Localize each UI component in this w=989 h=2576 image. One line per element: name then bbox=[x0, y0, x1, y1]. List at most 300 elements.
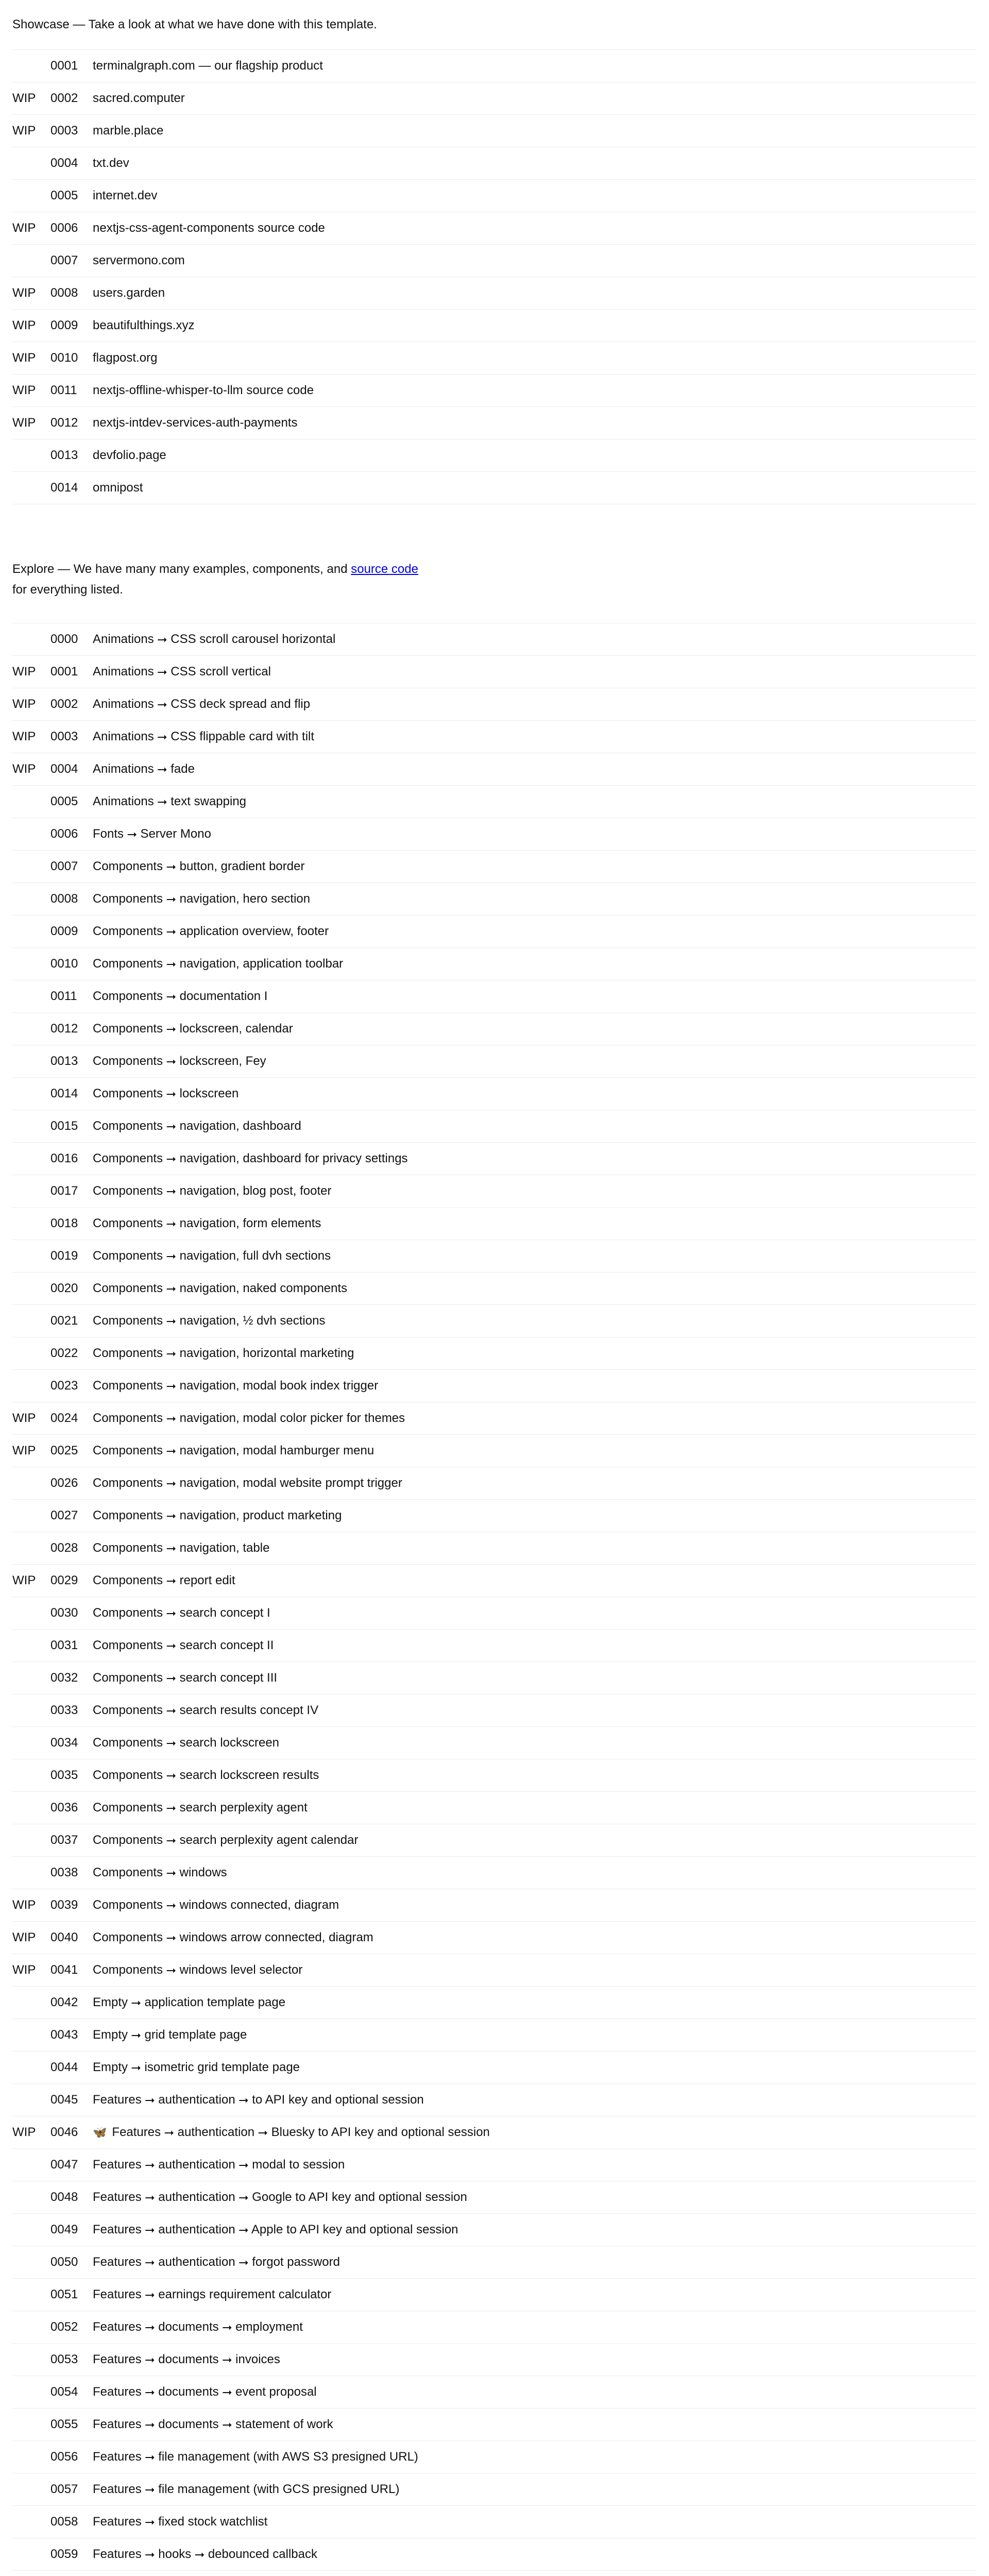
list-item[interactable] bbox=[12, 2538, 977, 2571]
item-title bbox=[93, 416, 977, 430]
item-index: 0055 bbox=[50, 2417, 78, 2431]
list-item[interactable] bbox=[12, 439, 977, 472]
item-title-text: Components ⭢ lockscreen, calendar bbox=[93, 1022, 293, 1036]
status-badge: WIP bbox=[12, 1963, 36, 1977]
list-item[interactable] bbox=[12, 786, 977, 818]
list-item[interactable] bbox=[12, 1987, 977, 2019]
item-title bbox=[93, 189, 977, 203]
item-index: 0003 bbox=[50, 730, 78, 743]
list-item[interactable] bbox=[12, 1694, 977, 1727]
item-title-text: Components ⭢ navigation, full dvh sections bbox=[93, 1249, 331, 1263]
item-index: 0048 bbox=[50, 2190, 78, 2204]
item-index: 0043 bbox=[50, 2028, 78, 2042]
item-title bbox=[93, 1736, 977, 1750]
item-index: 0039 bbox=[50, 1898, 78, 1912]
item-index: 0013 bbox=[50, 448, 78, 462]
item-title-text: terminalgraph.com — our flagship product bbox=[93, 59, 323, 73]
item-index: 0003 bbox=[50, 124, 78, 138]
item-index: 0059 bbox=[50, 2547, 78, 2561]
item-title-text: Components ⭢ search concept III bbox=[93, 1671, 278, 1685]
status-badge: WIP bbox=[12, 91, 36, 105]
list-item[interactable] bbox=[12, 1240, 977, 1273]
item-title-text: internet.dev bbox=[93, 189, 158, 202]
item-title-text: nextjs-offline-whisper-to-llm source code bbox=[93, 383, 314, 397]
source-code-link[interactable]: source code bbox=[351, 562, 418, 576]
list-item[interactable] bbox=[12, 1273, 977, 1305]
status-badge: WIP bbox=[12, 124, 36, 138]
item-index: 0030 bbox=[50, 1606, 78, 1620]
item-title-text: Features ⭢ authentication ⭢ Apple to API key and optional session bbox=[93, 2223, 458, 2236]
item-title bbox=[93, 1054, 977, 1069]
item-index: 0014 bbox=[50, 1087, 78, 1100]
list-item[interactable] bbox=[12, 180, 977, 212]
item-title-text: Features ⭢ documents ⭢ employment bbox=[93, 2320, 303, 2334]
item-title-text: flagpost.org bbox=[93, 351, 158, 365]
item-index: 0032 bbox=[50, 1671, 78, 1685]
item-index: 0044 bbox=[50, 2060, 78, 2074]
item-title-text: Animations ⭢ text swapping bbox=[93, 794, 247, 808]
list-item[interactable] bbox=[12, 2376, 977, 2409]
status-badge: WIP bbox=[12, 1573, 36, 1587]
item-title bbox=[93, 1022, 977, 1036]
list-item[interactable] bbox=[12, 2506, 977, 2538]
list-item[interactable] bbox=[12, 1597, 977, 1630]
item-title-text: Components ⭢ navigation, application toolbar bbox=[93, 957, 344, 971]
item-title bbox=[93, 59, 977, 73]
item-index: 0027 bbox=[50, 1509, 78, 1522]
item-index: 0001 bbox=[50, 665, 78, 679]
item-title-text: Components ⭢ navigation, product marketing bbox=[93, 1509, 342, 1522]
item-index: 0012 bbox=[50, 416, 78, 430]
list-item[interactable] bbox=[12, 623, 977, 656]
list-item[interactable] bbox=[12, 1013, 977, 1045]
item-index: 0010 bbox=[50, 351, 78, 365]
item-index: 0007 bbox=[50, 253, 78, 267]
item-title bbox=[93, 1703, 977, 1718]
item-index: 0019 bbox=[50, 1249, 78, 1263]
item-title bbox=[93, 1671, 977, 1685]
item-index: 0005 bbox=[50, 189, 78, 202]
item-title-text: Components ⭢ navigation, ½ dvh sections bbox=[93, 1314, 326, 1328]
item-title-text: Components ⭢ report edit bbox=[93, 1573, 235, 1587]
item-title bbox=[93, 1411, 977, 1426]
item-title-text: Components ⭢ navigation, table bbox=[93, 1541, 270, 1555]
item-title-text: Empty ⭢ grid template page bbox=[93, 2028, 247, 2042]
item-title-text: Components ⭢ search concept II bbox=[93, 1638, 274, 1652]
item-title-text: Features ⭢ documents ⭢ event proposal bbox=[93, 2385, 317, 2399]
item-index: 0020 bbox=[50, 1281, 78, 1295]
item-title bbox=[93, 2158, 977, 2172]
item-title bbox=[93, 383, 977, 398]
list-item[interactable] bbox=[12, 310, 977, 342]
item-title-text: Components ⭢ search lockscreen bbox=[93, 1736, 280, 1750]
list-item[interactable] bbox=[12, 721, 977, 753]
item-title bbox=[93, 1509, 977, 1523]
item-title-text: Components ⭢ navigation, modal color picker for themes bbox=[93, 1411, 405, 1425]
item-title bbox=[93, 2450, 977, 2464]
list-item[interactable] bbox=[12, 1208, 977, 1240]
item-title-text: users.garden bbox=[93, 286, 165, 300]
status-badge: WIP bbox=[12, 221, 36, 235]
item-index: 0031 bbox=[50, 1638, 78, 1652]
status-badge: WIP bbox=[12, 730, 36, 743]
list-item[interactable] bbox=[12, 2571, 977, 2576]
item-title bbox=[93, 2093, 977, 2107]
list-item[interactable] bbox=[12, 1078, 977, 1110]
item-index: 0023 bbox=[50, 1379, 78, 1393]
item-title-text: Components ⭢ navigation, modal hamburger menu bbox=[93, 1444, 374, 1458]
item-title bbox=[93, 2320, 977, 2334]
list-item[interactable] bbox=[12, 1630, 977, 1662]
item-title-text: nextjs-intdev-services-auth-payments bbox=[93, 416, 298, 430]
item-title bbox=[93, 1216, 977, 1231]
list-item[interactable] bbox=[12, 688, 977, 721]
item-title bbox=[93, 318, 977, 333]
item-index: 0006 bbox=[50, 827, 78, 841]
item-title bbox=[93, 1573, 977, 1588]
list-item[interactable] bbox=[12, 1727, 977, 1759]
item-index: 0014 bbox=[50, 481, 78, 495]
list-item[interactable] bbox=[12, 980, 977, 1013]
item-title bbox=[93, 1898, 977, 1912]
item-title bbox=[93, 2547, 977, 2562]
item-index: 0022 bbox=[50, 1346, 78, 1360]
item-title-text: Animations ⭢ CSS scroll carousel horizontal bbox=[93, 632, 336, 646]
item-title bbox=[93, 1281, 977, 1296]
item-title-text: Components ⭢ lockscreen bbox=[93, 1087, 239, 1100]
item-title-text: Components ⭢ navigation, dashboard for privacy settings bbox=[93, 1151, 408, 1165]
item-index: 0004 bbox=[50, 762, 78, 776]
status-badge: WIP bbox=[12, 1411, 36, 1425]
item-title bbox=[93, 1866, 977, 1880]
status-badge: WIP bbox=[12, 318, 36, 332]
item-title bbox=[93, 1476, 977, 1490]
item-index: 0010 bbox=[50, 957, 78, 971]
item-index: 0041 bbox=[50, 1963, 78, 1977]
item-title bbox=[93, 124, 977, 138]
item-index: 0011 bbox=[50, 383, 77, 397]
item-index: 0002 bbox=[50, 91, 78, 105]
list-item[interactable] bbox=[12, 50, 977, 82]
item-index: 0028 bbox=[50, 1541, 78, 1555]
list-item[interactable] bbox=[12, 1954, 977, 1987]
list-item[interactable] bbox=[12, 818, 977, 851]
list-item[interactable] bbox=[12, 2214, 977, 2246]
list-item[interactable] bbox=[12, 1857, 977, 1889]
list-item[interactable] bbox=[12, 245, 977, 277]
list-item[interactable] bbox=[12, 1045, 977, 1078]
item-title-text: Features ⭢ authentication ⭢ Bluesky to API key and optional session bbox=[112, 2125, 490, 2139]
list-item[interactable] bbox=[12, 2246, 977, 2279]
item-title-text: Animations ⭢ CSS flippable card with tilt bbox=[93, 730, 315, 743]
list-item[interactable] bbox=[12, 1110, 977, 1143]
status-badge: WIP bbox=[12, 383, 36, 397]
item-title bbox=[93, 2385, 977, 2399]
list-item[interactable] bbox=[12, 2311, 977, 2344]
item-title bbox=[93, 351, 977, 365]
item-title bbox=[93, 448, 977, 463]
item-title-text: Components ⭢ navigation, blog post, footer bbox=[93, 1184, 332, 1198]
list-item[interactable] bbox=[12, 2473, 977, 2506]
item-index: 0002 bbox=[50, 697, 78, 711]
item-index: 0009 bbox=[50, 924, 78, 938]
list-item[interactable] bbox=[12, 1792, 977, 1824]
status-badge: WIP bbox=[12, 665, 36, 679]
item-title-text: sacred.computer bbox=[93, 91, 185, 105]
item-title bbox=[93, 1768, 977, 1783]
item-title bbox=[93, 957, 977, 971]
item-title bbox=[93, 859, 977, 874]
item-title bbox=[93, 2287, 977, 2302]
list-item[interactable] bbox=[12, 1565, 977, 1597]
list-item[interactable] bbox=[12, 375, 977, 407]
list-item[interactable] bbox=[12, 1532, 977, 1565]
item-title-text: Components ⭢ navigation, hero section bbox=[93, 892, 311, 906]
item-title-text: Animations ⭢ CSS deck spread and flip bbox=[93, 697, 311, 711]
item-index: 0040 bbox=[50, 1930, 78, 1944]
item-index: 0053 bbox=[50, 2352, 78, 2366]
explore-list bbox=[12, 623, 977, 2576]
list-item[interactable] bbox=[12, 1759, 977, 1792]
item-title bbox=[93, 2352, 977, 2367]
item-title bbox=[93, 221, 977, 235]
item-index: 0009 bbox=[50, 318, 78, 332]
item-title bbox=[93, 2028, 977, 2042]
item-index: 0001 bbox=[50, 59, 78, 73]
list-item[interactable] bbox=[12, 883, 977, 916]
item-title bbox=[93, 1119, 977, 1133]
item-title-text: Components ⭢ windows bbox=[93, 1866, 227, 1879]
list-item[interactable] bbox=[12, 1143, 977, 1175]
list-item[interactable] bbox=[12, 472, 977, 504]
item-title-text: Components ⭢ search results concept IV bbox=[93, 1703, 319, 1717]
list-item[interactable] bbox=[12, 948, 977, 980]
item-title bbox=[93, 1963, 977, 1977]
item-title bbox=[93, 762, 977, 776]
item-title bbox=[93, 1541, 977, 1555]
item-title-text: Features ⭢ documents ⭢ statement of work bbox=[93, 2417, 333, 2431]
item-title bbox=[93, 697, 977, 711]
item-title bbox=[93, 827, 977, 841]
item-index: 0056 bbox=[50, 2450, 78, 2464]
list-item[interactable] bbox=[12, 1337, 977, 1370]
list-item[interactable] bbox=[12, 342, 977, 375]
item-index: 0036 bbox=[50, 1801, 78, 1815]
list-item[interactable] bbox=[12, 1305, 977, 1337]
item-index: 0045 bbox=[50, 2093, 78, 2107]
item-title bbox=[93, 665, 977, 679]
list-item[interactable] bbox=[12, 1370, 977, 1402]
list-item[interactable] bbox=[12, 753, 977, 786]
item-index: 0000 bbox=[50, 632, 78, 646]
item-title bbox=[93, 91, 977, 106]
item-title-text: txt.dev bbox=[93, 156, 129, 170]
item-title bbox=[93, 1930, 977, 1945]
item-title bbox=[93, 924, 977, 939]
page bbox=[0, 14, 989, 2576]
item-title-text: Components ⭢ search perplexity agent calendar bbox=[93, 1833, 359, 1847]
list-item[interactable] bbox=[12, 2052, 977, 2084]
explore-intro-text: Explore — We have many many examples, components, and bbox=[12, 562, 351, 576]
item-title bbox=[93, 2515, 977, 2529]
item-index: 0005 bbox=[50, 794, 78, 808]
item-title-text: Features ⭢ authentication ⭢ forgot password bbox=[93, 2255, 340, 2269]
list-item[interactable] bbox=[12, 1435, 977, 1467]
item-title bbox=[93, 481, 977, 495]
list-item[interactable] bbox=[12, 2149, 977, 2181]
item-index: 0046 bbox=[50, 2125, 78, 2139]
list-item[interactable] bbox=[12, 2441, 977, 2473]
list-item[interactable] bbox=[12, 277, 977, 310]
item-title-text: Features ⭢ file management (with GCS presigned URL) bbox=[93, 2482, 400, 2496]
item-index: 0037 bbox=[50, 1833, 78, 1847]
item-title-text: Components ⭢ search lockscreen results bbox=[93, 1768, 319, 1782]
item-title bbox=[93, 1087, 977, 1101]
item-title-text: Components ⭢ windows connected, diagram bbox=[93, 1898, 339, 1912]
item-index: 0008 bbox=[50, 286, 78, 300]
item-title bbox=[93, 1801, 977, 1815]
list-item[interactable] bbox=[12, 1175, 977, 1208]
item-index: 0013 bbox=[50, 1054, 78, 1068]
item-index: 0012 bbox=[50, 1022, 78, 1036]
item-index: 0008 bbox=[50, 892, 78, 906]
list-item[interactable] bbox=[12, 2181, 977, 2214]
item-title-text: Components ⭢ navigation, modal website prompt trigger bbox=[93, 1476, 402, 1490]
item-index: 0015 bbox=[50, 1119, 78, 1133]
list-item[interactable] bbox=[12, 82, 977, 115]
showcase-intro-text: Showcase — Take a look at what we have done with this template. bbox=[12, 18, 377, 31]
list-item[interactable] bbox=[12, 2084, 977, 2116]
item-title-text: beautifulthings.xyz bbox=[93, 318, 195, 332]
list-item[interactable] bbox=[12, 2279, 977, 2311]
item-title-text: marble.place bbox=[93, 124, 164, 138]
item-title bbox=[93, 1346, 977, 1361]
item-title bbox=[93, 2417, 977, 2432]
item-index: 0033 bbox=[50, 1703, 78, 1717]
item-index: 0050 bbox=[50, 2255, 78, 2269]
status-badge: WIP bbox=[12, 697, 36, 711]
showcase-list bbox=[12, 49, 977, 504]
list-item[interactable] bbox=[12, 1500, 977, 1532]
item-index: 0049 bbox=[50, 2223, 78, 2236]
item-title-text: Animations ⭢ fade bbox=[93, 762, 195, 776]
list-item[interactable] bbox=[12, 2019, 977, 2052]
item-title bbox=[93, 2223, 977, 2237]
status-badge: WIP bbox=[12, 762, 36, 776]
list-item[interactable] bbox=[12, 212, 977, 245]
list-item[interactable] bbox=[12, 407, 977, 439]
list-item[interactable] bbox=[12, 1467, 977, 1500]
item-title-text: Components ⭢ navigation, form elements bbox=[93, 1216, 321, 1230]
explore-intro-text-end: for everything listed. bbox=[12, 583, 123, 597]
list-item[interactable] bbox=[12, 1889, 977, 1922]
item-index: 0021 bbox=[50, 1314, 78, 1328]
item-title bbox=[93, 156, 977, 171]
butterfly-icon: 🦋 bbox=[93, 2126, 107, 2139]
item-title-text: Components ⭢ documentation I bbox=[93, 989, 268, 1003]
item-title bbox=[93, 1444, 977, 1458]
item-title bbox=[93, 2190, 977, 2205]
item-index: 0054 bbox=[50, 2385, 78, 2399]
item-title-text: Components ⭢ navigation, horizontal marketing bbox=[93, 1346, 354, 1360]
item-index: 0057 bbox=[50, 2482, 78, 2496]
list-item[interactable] bbox=[12, 1824, 977, 1857]
item-index: 0018 bbox=[50, 1216, 78, 1230]
item-title-text: Features ⭢ authentication ⭢ modal to session bbox=[93, 2158, 345, 2172]
item-index: 0042 bbox=[50, 1995, 78, 2009]
item-title bbox=[93, 1833, 977, 1848]
list-item[interactable] bbox=[12, 2344, 977, 2376]
item-title bbox=[93, 1638, 977, 1653]
item-title bbox=[93, 989, 977, 1004]
item-index: 0006 bbox=[50, 221, 78, 235]
list-item[interactable] bbox=[12, 1662, 977, 1694]
item-title-text: Components ⭢ navigation, modal book index trigger bbox=[93, 1379, 379, 1393]
list-item[interactable] bbox=[12, 851, 977, 883]
status-badge: WIP bbox=[12, 1444, 36, 1458]
item-index: 0026 bbox=[50, 1476, 78, 1490]
item-index: 0038 bbox=[50, 1866, 78, 1879]
item-title-text: omnipost bbox=[93, 481, 143, 495]
item-title bbox=[93, 1995, 977, 2010]
item-index: 0047 bbox=[50, 2158, 78, 2172]
list-item[interactable] bbox=[12, 2116, 977, 2149]
list-item[interactable] bbox=[12, 916, 977, 948]
item-title bbox=[93, 1606, 977, 1620]
item-title bbox=[93, 730, 977, 744]
list-item[interactable] bbox=[12, 115, 977, 147]
list-item[interactable] bbox=[12, 1922, 977, 1954]
item-title bbox=[93, 2482, 977, 2497]
list-item[interactable] bbox=[12, 656, 977, 688]
item-index: 0052 bbox=[50, 2320, 78, 2334]
item-index: 0004 bbox=[50, 156, 78, 170]
status-badge: WIP bbox=[12, 1898, 36, 1912]
item-title-text: Components ⭢ navigation, naked components bbox=[93, 1281, 348, 1295]
item-title-text: Features ⭢ file management (with AWS S3 presigned URL) bbox=[93, 2450, 418, 2464]
item-title bbox=[93, 794, 977, 809]
item-title-text: Features ⭢ authentication ⭢ Google to API key and optional session bbox=[93, 2190, 467, 2204]
item-index: 0017 bbox=[50, 1184, 78, 1198]
item-title-text: Components ⭢ application overview, footer bbox=[93, 924, 329, 938]
explore-intro bbox=[12, 559, 419, 600]
list-item[interactable] bbox=[12, 147, 977, 180]
status-badge: WIP bbox=[12, 351, 36, 365]
item-title bbox=[93, 2255, 977, 2269]
item-title bbox=[93, 632, 977, 647]
item-title-text: Components ⭢ navigation, dashboard bbox=[93, 1119, 301, 1133]
item-title bbox=[93, 1314, 977, 1328]
item-title-text: Features ⭢ documents ⭢ invoices bbox=[93, 2352, 280, 2366]
item-title bbox=[93, 2060, 977, 2075]
item-title-text: Features ⭢ hooks ⭢ debounced callback bbox=[93, 2547, 317, 2561]
list-item[interactable] bbox=[12, 1402, 977, 1435]
item-title-text: Fonts ⭢ Server Mono bbox=[93, 827, 211, 841]
item-title-text: Components ⭢ search perplexity agent bbox=[93, 1801, 308, 1815]
showcase-intro bbox=[12, 14, 419, 35]
item-title-text: Features ⭢ fixed stock watchlist bbox=[93, 2515, 268, 2529]
item-index: 0058 bbox=[50, 2515, 78, 2529]
item-title-text: Animations ⭢ CSS scroll vertical bbox=[93, 665, 271, 679]
item-title bbox=[93, 1379, 977, 1393]
item-title bbox=[93, 892, 977, 906]
list-item[interactable] bbox=[12, 2409, 977, 2441]
item-title-text: Empty ⭢ application template page bbox=[93, 1995, 286, 2009]
item-title-text: Components ⭢ windows arrow connected, diagram bbox=[93, 1930, 373, 1944]
item-title bbox=[93, 253, 977, 268]
item-title-text: Components ⭢ lockscreen, Fey bbox=[93, 1054, 266, 1068]
item-title-text: Components ⭢ button, gradient border bbox=[93, 859, 305, 873]
